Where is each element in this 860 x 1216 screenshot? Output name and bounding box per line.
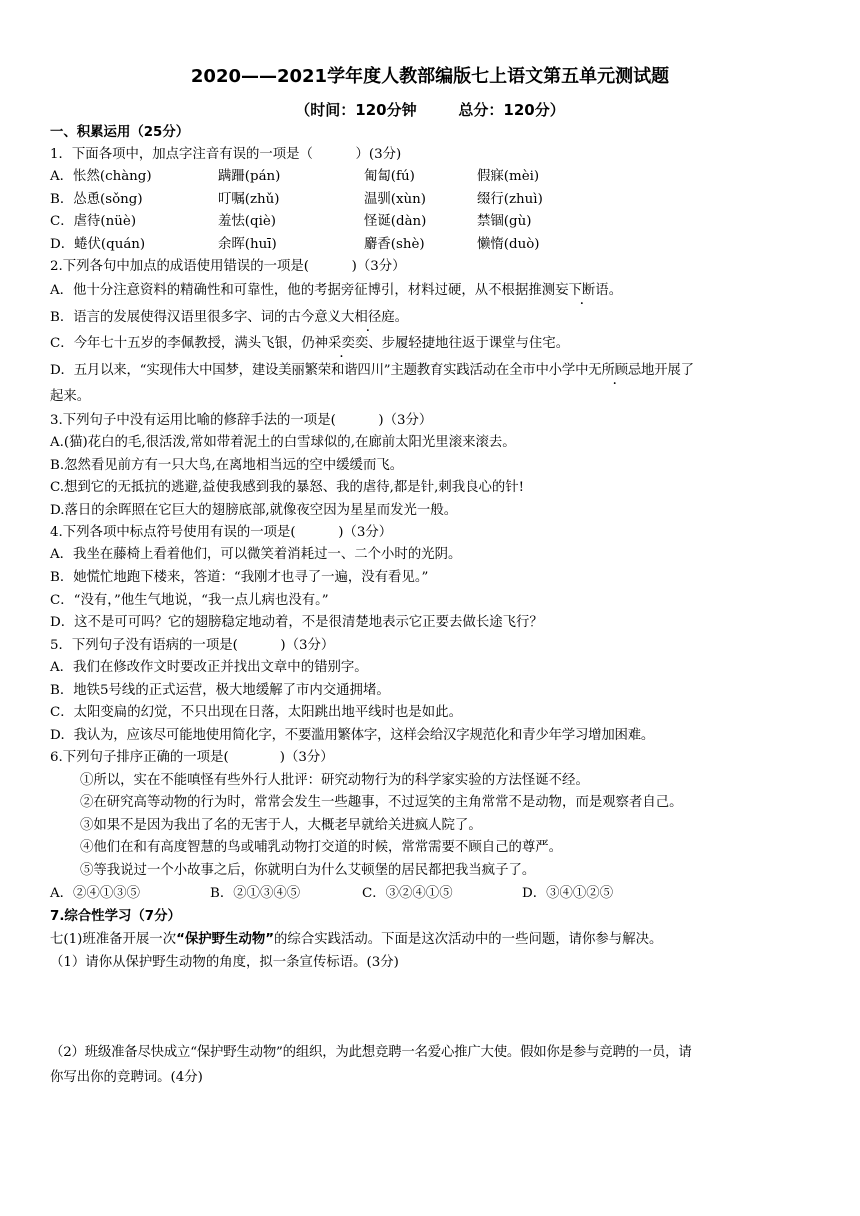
q1-word: 怪诞(dàn) (364, 214, 427, 229)
page-title: 2020——2021学年度人教部编版七上语文第五单元测试题 (190, 66, 670, 87)
emphasized-idiom: 无所顾忌 (588, 363, 642, 378)
question-2-stem: 2.下列各句中加点的成语使用错误的一项是( )（3分） (50, 259, 406, 274)
q1-word: 叮嘱(zhǔ) (218, 192, 280, 207)
q6-option-d: D．③④①②⑤ (522, 886, 614, 901)
q1-word: 蹒跚(pán) (218, 169, 281, 184)
question-3-stem: 3.下列句子中没有运用比喻的修辞手法的一项是( )（3分） (50, 413, 433, 428)
question-5-stem: 5．下列句子没有语病的一项是( )（3分） (50, 638, 335, 653)
q3-option-c: C.想到它的无抵抗的逃避,益使我感到我的暴怒、我的虐待,都是针,刺我良心的针! (50, 480, 525, 495)
q6-option-c: C．③②④①⑤ (362, 886, 453, 901)
q6-option-b: B．②①③④⑤ (210, 886, 301, 901)
q5-option-b: B．地铁5号线的正式运营，极大地缓解了市内交通拥堵。 (50, 683, 390, 698)
option-text: 。 (394, 310, 408, 325)
question-7-heading: 7.综合性学习（7分） (50, 909, 181, 924)
q5-option-a: A．我们在修改作文时要改正并找出文章中的错别字。 (50, 660, 368, 675)
option-text: D．五月以来，“实现伟大中国梦，建设美丽繁荣和谐四川”主题教育实践活动在全市中小学中 (50, 363, 589, 378)
question-6-stem: 6.下列句子排序正确的一项是( )（3分） (50, 750, 334, 765)
q7-part-1: （1）请你从保护野生动物的角度，拟一条宣传标语。(3分) (50, 955, 399, 970)
q5-option-c: C．太阳变扁的幻觉，不只出现在日落，太阳跳出地平线时也是如此。 (50, 705, 462, 720)
q1-word: 禁锢(gù) (477, 214, 532, 229)
q1-option-a: A．怅然(chàng) (50, 169, 152, 184)
q2-option-a (50, 282, 622, 300)
option-text: C．今年七十五岁的李佩教授，满头飞银，仍 (50, 336, 315, 351)
q3-option-d: D.落日的余晖照在它巨大的翅膀底部,就像夜空因为星星而发光一般。 (50, 503, 458, 518)
q1-word: 温驯(xùn) (364, 192, 427, 207)
q1-word: 羞怯(qiè) (218, 214, 277, 229)
activity-name: “保护野生动物” (176, 932, 275, 947)
q2-option-b (50, 309, 408, 327)
q7-intro (50, 931, 662, 949)
q3-option-a: A.(猫)花白的毛,很活泼,常如带着泥土的白雪球似的,在廊前太阳光里滚来滚去。 (50, 435, 516, 450)
emphasized-idiom: 大相径庭 (341, 310, 395, 325)
q2-option-d-continued: 起来。 (50, 389, 91, 404)
option-text: 。 (608, 283, 623, 298)
option-text: B．语言的发展使得汉语里很多字、词的古今意义 (50, 310, 342, 325)
section-heading: 一、积累运用（25分） (50, 125, 190, 140)
q1-word: 假寐(mèi) (477, 169, 540, 184)
q2-option-d (50, 362, 694, 380)
option-text: A．他十分注意资料的精确性和可靠性，他的考据旁征博引，材料过硬，从不根据推测 (50, 283, 556, 298)
q6-sentence-3: ③如果不是因为我出了名的无害于人，大概老早就给关进疯人院了。 (80, 818, 482, 833)
q6-sentence-4: ④他们在和有高度智慧的鸟或哺乳动物打交道的时候，常常需要不顾自己的尊严。 (80, 840, 563, 855)
intro-text: 的综合实践活动。下面是这次活动中的一些问题，请你参与解决。 (274, 932, 663, 947)
q4-option-c: C．“没有，”他生气地说，“我一点儿病也没有。” (50, 593, 329, 608)
q6-sentence-1: ①所以，实在不能嗔怪有些外行人批评：研究动物行为的科学家实验的方法怪诞不经。 (80, 773, 589, 788)
exam-info: （时间：120分钟 总分：120分） (295, 101, 565, 119)
q1-word: 麝香(shè) (364, 237, 425, 252)
q1-word: 余晖(huī) (218, 237, 277, 252)
q4-option-d: D．这不是可可吗？它的翅膀稳定地动着，不是很清楚地表示它正要去做长途飞行？ (50, 615, 543, 630)
q6-sentence-2: ②在研究高等动物的行为时，常常会发生一些趣事，不过逗笑的主角常常不是动物，而是观察者自己。 (80, 795, 683, 810)
option-text: 、步履轻捷地往返于课堂与住宅。 (368, 336, 570, 351)
q1-option-c: C．虐待(nüè) (50, 214, 137, 229)
q1-word: 懒惰(duò) (477, 237, 540, 252)
intro-text: 七(1)班准备开展一次 (50, 932, 177, 947)
q7-part-2: （2）班级准备尽快成立“保护野生动物”的组织，为此想竞聘一名爱心推广大使。假如你是参与竞聘的一员，请 (50, 1045, 692, 1060)
q1-option-b: B．怂恿(sǒng) (50, 192, 143, 207)
emphasized-idiom: 妄下断语 (555, 283, 609, 298)
q4-option-b: B．她慌忙地跑下楼来，答道：“我刚才也寻了一遍，没有看见。” (50, 570, 429, 585)
q5-option-d: D．我认为，应该尽可能地使用简化字，不要滥用繁体字，这样会给汉字规范化和青少年学习增加困难。 (50, 728, 655, 743)
question-4-stem: 4.下列各项中标点符号使用有误的一项是( )（3分） (50, 525, 393, 540)
q7-part-2-continued: 你写出你的竞聘词。(4分) (50, 1070, 203, 1085)
q1-word: 缀行(zhuì) (477, 192, 543, 207)
q4-option-a: A．我坐在藤椅上看着他们，可以微笑着消耗过一、二个小时的光阴。 (50, 547, 462, 562)
option-text: 地开展了 (641, 363, 694, 378)
question-1-stem: 1．下面各项中，加点字注音有误的一项是（ ）(3分) (50, 147, 402, 162)
q2-option-c (50, 335, 569, 353)
q6-sentence-5: ⑤等我说过一个小故事之后，你就明白为什么艾顿堡的居民都把我当疯子了。 (80, 863, 536, 878)
q3-option-b: B.忽然看见前方有一只大鸟,在离地相当远的空中缓缓而飞。 (50, 458, 404, 473)
emphasized-idiom: 神采奕奕 (314, 336, 369, 351)
q1-option-d: D．蜷伏(quán) (50, 237, 146, 252)
q6-option-a: A．②④①③⑤ (50, 886, 141, 901)
q1-word: 匍匐(fú) (364, 169, 415, 184)
